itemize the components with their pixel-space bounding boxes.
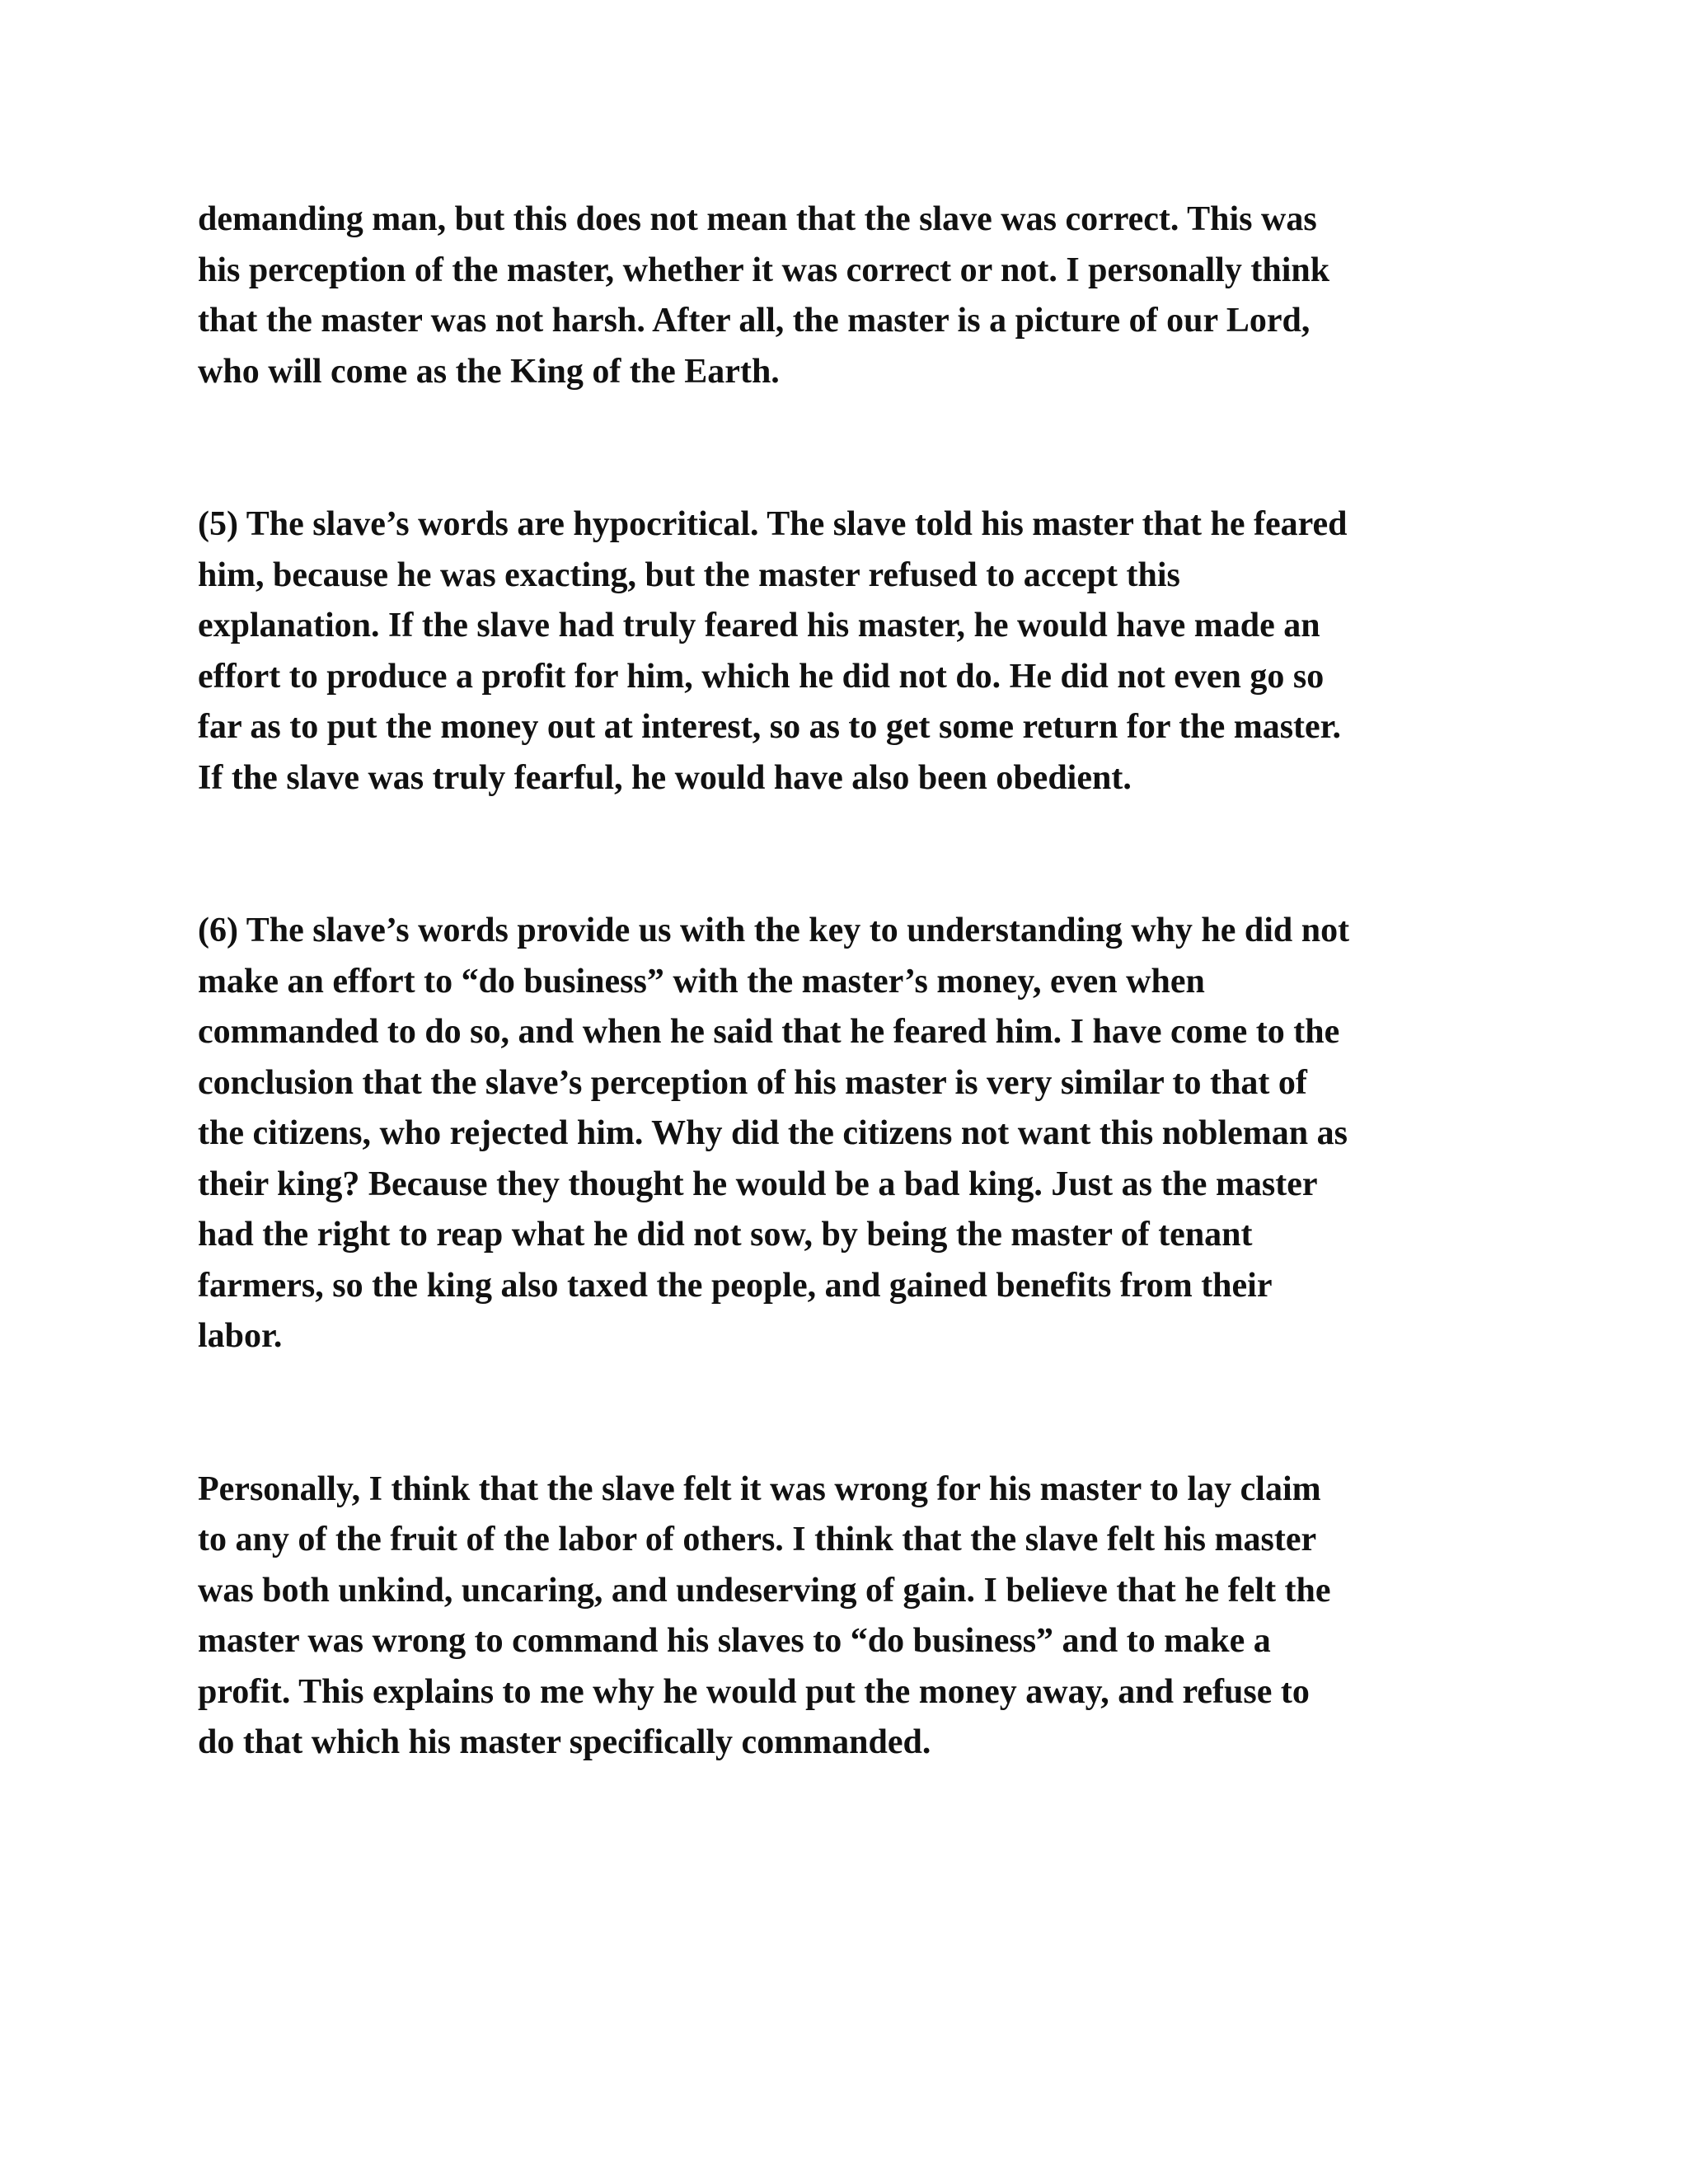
paragraph-personal-view	[198, 1465, 1500, 1769]
text-line: If the slave was truly fearful, he would have also been obedient.	[198, 758, 1132, 797]
text-line: do that which his master specifically commanded.	[198, 1723, 931, 1761]
text-line: (6) The slave’s words provide us with the key to understanding why he did not	[198, 912, 1350, 949]
text-line: conclusion that the slave’s perception of his master is very similar to that of	[198, 1063, 1307, 1102]
text-line: explanation. If the slave had truly feared his master, he would have made an	[198, 607, 1320, 644]
text-line: his perception of the master, whether it was correct or not. I personally think	[198, 251, 1330, 289]
paragraph-spacer	[198, 1362, 1500, 1465]
text-line: was both unkind, uncaring, and undeserving of gain. I believe that he felt the	[198, 1571, 1331, 1610]
text-line: effort to produce a profit for him, which he did not do. He did not even go so	[198, 657, 1325, 696]
text-line: master was wrong to command his slaves to “do business” and to make a	[198, 1622, 1271, 1660]
text-line: their king? Because they thought he would be a bad king. Just as the master	[198, 1165, 1318, 1203]
text-line: labor.	[198, 1317, 283, 1355]
text-line: that the master was not harsh. After all, the master is a picture of our Lord,	[198, 302, 1311, 340]
paragraph-point-5	[198, 499, 1500, 804]
text-line: make an effort to “do business” with the master’s money, even when	[198, 962, 1205, 1001]
paragraph-spacer	[198, 397, 1500, 499]
text-line: farmers, so the king also taxed the people, and gained benefits from their	[198, 1266, 1273, 1305]
paragraph-spacer	[198, 804, 1500, 906]
text-line: far as to put the money out at interest, so as to get some return for the master.	[198, 708, 1341, 746]
paragraph-point-6	[198, 906, 1500, 1362]
text-line: commanded to do so, and when he said that he feared him. I have come to the	[198, 1013, 1340, 1051]
text-line: Personally, I think that the slave felt it was wrong for his master to lay claim	[198, 1469, 1321, 1508]
text-line: (5) The slave’s words are hypocritical. The slave told his master that he feared	[198, 505, 1348, 543]
text-line: the citizens, who rejected him. Why did the citizens not want this nobleman as	[198, 1114, 1348, 1152]
text-line: demanding man, but this does not mean that the slave was correct. This was	[198, 200, 1317, 238]
page-body	[198, 194, 1500, 1769]
text-line: him, because he was exacting, but the master refused to accept this	[198, 555, 1180, 594]
text-line: profit. This explains to me why he would put the money away, and refuse to	[198, 1672, 1310, 1711]
text-line: had the right to reap what he did not sow, by being the master of tenant	[198, 1216, 1253, 1254]
text-line: to any of the fruit of the labor of others. I think that the slave felt his master	[198, 1521, 1317, 1558]
paragraph-continuation	[198, 194, 1500, 397]
text-line: who will come as the King of the Earth.	[198, 352, 780, 391]
